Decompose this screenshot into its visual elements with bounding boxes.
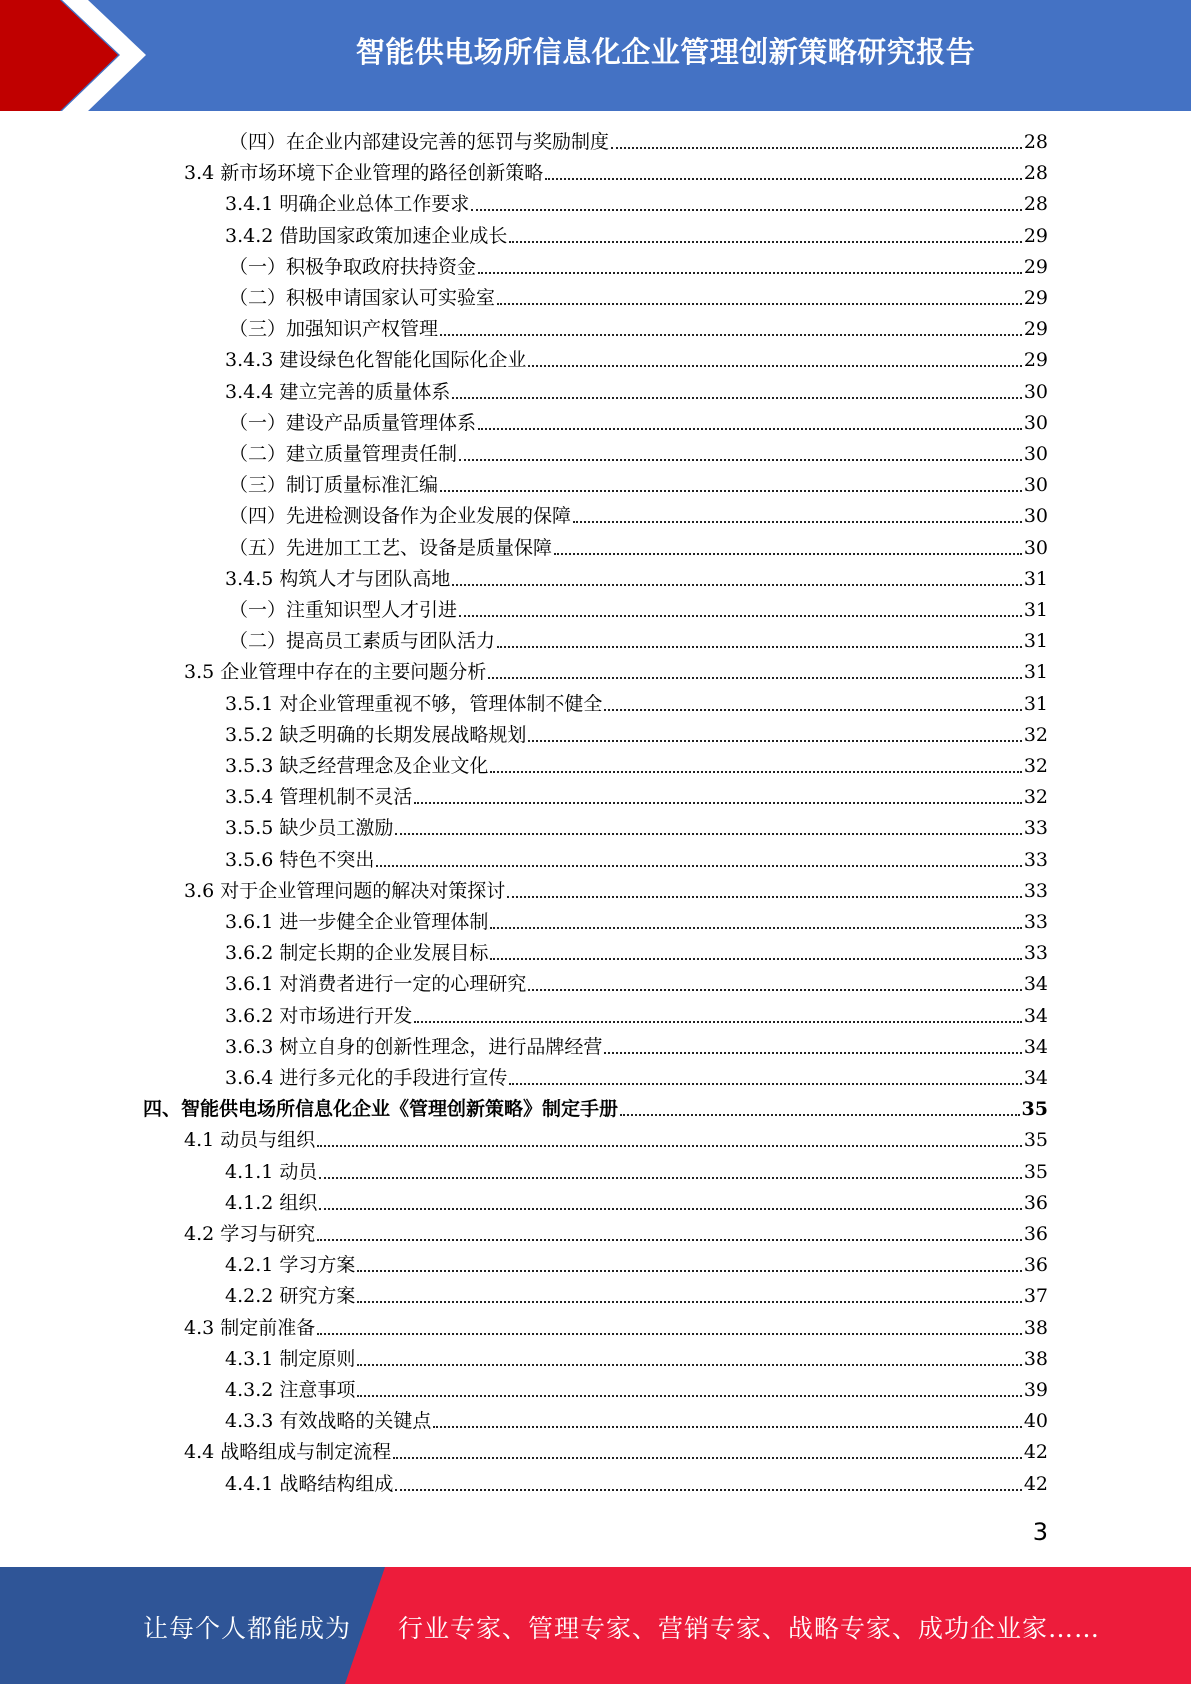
toc-leader-dots: [528, 969, 1021, 1000]
toc-leader-dots: [604, 1032, 1021, 1063]
toc-entry-title: 4.3.3 有效战略的关键点: [225, 1410, 432, 1433]
toc-leader-dots: [478, 408, 1022, 439]
toc-entry-page: 30: [1023, 380, 1048, 403]
toc-entry-title: （一）建设产品质量管理体系: [229, 411, 477, 434]
toc-entry-page: 29: [1023, 318, 1048, 341]
toc-leader-dots: [393, 1437, 1022, 1468]
toc-leader-dots: [497, 626, 1022, 657]
toc-entry[interactable]: [225, 845, 1048, 876]
toc-entry-page: 30: [1023, 443, 1048, 465]
toc-leader-dots: [604, 689, 1021, 720]
toc-leader-dots: [471, 189, 1021, 220]
toc-entry-page: 33: [1023, 817, 1048, 840]
toc-entry[interactable]: [225, 1469, 1048, 1500]
toc-leader-dots: [459, 439, 1022, 470]
toc-leader-dots: [395, 1469, 1021, 1500]
toc-entry[interactable]: [225, 751, 1048, 782]
toc-entry[interactable]: [225, 938, 1048, 969]
toc-entry-title: （一）积极争取政府扶持资金: [229, 255, 477, 278]
toc-entry[interactable]: [225, 1188, 1048, 1219]
toc-entry-title: 4.1 动员与组织: [184, 1129, 316, 1152]
toc-leader-dots: [611, 127, 1022, 158]
page-footer: [0, 1567, 1191, 1684]
toc-entry-title: 3.5 企业管理中存在的主要问题分析: [184, 661, 487, 684]
toc-entry-title: （五）先进加工工艺、设备是质量保障: [229, 536, 553, 559]
toc-entry-title: 3.4.3 建设绿色化智能化国际化企业: [225, 349, 527, 372]
toc-entry-page: 29: [1023, 224, 1048, 247]
toc-entry[interactable]: [225, 377, 1048, 408]
toc-entry-title: 3.5.2 缺乏明确的长期发展战略规划: [225, 723, 527, 746]
toc-entry-page: 28: [1023, 131, 1048, 153]
toc-leader-dots: [319, 1157, 1021, 1188]
toc-entry-page: 35: [1021, 1098, 1048, 1121]
toc-leader-dots: [490, 938, 1021, 969]
toc-entry-page: 31: [1023, 661, 1048, 684]
toc-entry-page: 33: [1023, 942, 1048, 965]
toc-entry-page: 37: [1023, 1285, 1048, 1308]
toc-entry-page: 36: [1023, 1223, 1048, 1245]
toc-leader-dots: [433, 1406, 1021, 1437]
toc-entry-title: 4.2.2 研究方案: [225, 1285, 356, 1308]
toc-entry-title: 3.6.3 树立自身的创新性理念，进行品牌经营: [225, 1035, 603, 1058]
toc-entry-page: 31: [1023, 692, 1048, 715]
toc-entry[interactable]: [225, 689, 1048, 720]
toc-entry[interactable]: [184, 657, 1048, 688]
toc-entry-page: 39: [1023, 1379, 1048, 1401]
toc-entry-page: 38: [1023, 1347, 1048, 1370]
toc-leader-dots: [490, 907, 1021, 938]
toc-leader-dots: [414, 782, 1021, 813]
toc-leader-dots: [509, 221, 1021, 252]
toc-leader-dots: [440, 470, 1022, 501]
toc-entry-title: 4.2 学习与研究: [184, 1223, 316, 1245]
toc-leader-dots: [395, 813, 1021, 844]
toc-entry-title: 4.1.1 动员: [225, 1160, 318, 1183]
page-number: 3: [1032, 1518, 1048, 1546]
toc-entry-title: 3.5.3 缺乏经营理念及企业文化: [225, 755, 489, 777]
toc-entry-page: 40: [1023, 1410, 1048, 1433]
toc-entry-page: 34: [1023, 1067, 1048, 1089]
toc-entry-title: 3.6.1 对消费者进行一定的心理研究: [225, 973, 527, 996]
toc-leader-dots: [452, 377, 1021, 408]
toc-entry[interactable]: [184, 1437, 1048, 1468]
toc-entry-page: 30: [1023, 536, 1048, 559]
toc-entry-title: 3.6.4 进行多元化的手段进行宣传: [225, 1067, 508, 1089]
toc-entry-page: 28: [1023, 193, 1048, 216]
toc-leader-dots: [488, 657, 1022, 688]
toc-entry[interactable]: [225, 1157, 1048, 1188]
toc-leader-dots: [317, 1125, 1022, 1156]
toc-entry[interactable]: [225, 189, 1048, 220]
page-header: [0, 0, 1191, 111]
toc-entry[interactable]: [229, 501, 1048, 532]
toc-entry-page: 29: [1023, 287, 1048, 309]
toc-entry-title: 3.5.1 对企业管理重视不够，管理体制不健全: [225, 692, 603, 715]
header-title: 智能供电场所信息化企业管理创新策略研究报告: [355, 35, 976, 69]
toc-leader-dots: [357, 1281, 1021, 1312]
toc-entry[interactable]: [225, 1344, 1048, 1375]
toc-entry[interactable]: [229, 626, 1048, 657]
toc-leader-dots: [319, 1188, 1021, 1219]
toc-entry-page: 34: [1023, 1004, 1048, 1027]
toc-entry-title: 3.6.2 对市场进行开发: [225, 1004, 413, 1027]
toc-entry-page: 34: [1023, 973, 1048, 996]
toc-entry-page: 34: [1023, 1035, 1048, 1058]
toc-entry-title: 4.1.2 组织: [225, 1191, 318, 1214]
toc-entry[interactable]: [225, 221, 1048, 252]
toc-leader-dots: [459, 595, 1022, 626]
toc-entry[interactable]: [184, 1313, 1048, 1344]
toc-entry-title: 3.6.1 进一步健全企业管理体制: [225, 911, 489, 933]
toc-leader-dots: [509, 1063, 1021, 1094]
toc-entry-page: 29: [1023, 349, 1048, 372]
toc-leader-dots: [497, 283, 1022, 314]
toc-entry[interactable]: [225, 907, 1048, 938]
toc-entry[interactable]: [229, 439, 1048, 470]
toc-entry[interactable]: [225, 813, 1048, 844]
toc-entry-title: 3.4.2 借助国家政策加速企业成长: [225, 224, 508, 247]
toc-entry[interactable]: [229, 533, 1048, 564]
toc-entry[interactable]: [225, 1250, 1048, 1281]
toc-entry-title: 3.4.1 明确企业总体工作要求: [225, 193, 470, 216]
toc-entry[interactable]: [225, 1001, 1048, 1032]
toc-entry-title: 3.5.4 管理机制不灵活: [225, 786, 413, 809]
toc-leader-dots: [620, 1094, 1020, 1125]
toc-entry[interactable]: [225, 1406, 1048, 1437]
toc-entry-page: 33: [1023, 879, 1048, 902]
toc-entry-title: 3.4.4 建立完善的质量体系: [225, 380, 451, 403]
toc-entry-title: 4.3.2 注意事项: [225, 1379, 356, 1401]
toc-entry[interactable]: [229, 314, 1048, 345]
footer-slogan-right: 行业专家、管理专家、营销专家、战略专家、成功企业家……: [398, 1614, 1101, 1643]
toc-entry-title: （三）制订质量标准汇编: [229, 474, 439, 497]
toc-entry[interactable]: [184, 158, 1048, 189]
toc-entry[interactable]: [225, 720, 1048, 751]
toc-entry[interactable]: [225, 1375, 1048, 1406]
toc-entry[interactable]: [184, 1125, 1048, 1156]
toc-entry[interactable]: [229, 283, 1048, 314]
toc-leader-dots: [357, 1344, 1021, 1375]
toc-entry[interactable]: [225, 969, 1048, 1000]
toc-entry-page: 38: [1023, 1316, 1048, 1339]
toc-entry-page: 33: [1023, 911, 1048, 933]
toc-entry-title: 4.4.1 战略结构组成: [225, 1472, 394, 1495]
toc-entry-title: 3.4 新市场环境下企业管理的路径创新策略: [184, 162, 544, 185]
toc-entry-title: 4.3 制定前准备: [184, 1316, 316, 1339]
toc-entry-title: 四、智能供电场所信息化企业《管理创新策略》制定手册: [143, 1098, 619, 1121]
toc-entry-page: 42: [1023, 1441, 1048, 1464]
toc-entry-page: 32: [1023, 755, 1048, 777]
footer-slogan-left: 让每个人都能成为: [143, 1614, 352, 1643]
toc-leader-dots: [357, 1250, 1021, 1281]
toc-entry[interactable]: [225, 1063, 1048, 1094]
toc-entry-title: （二）积极申请国家认可实验室: [229, 287, 496, 309]
toc-entry-title: 4.2.1 学习方案: [225, 1254, 356, 1277]
toc-leader-dots: [528, 345, 1021, 376]
toc-entry[interactable]: [229, 470, 1048, 501]
toc-entry-title: 4.4 战略组成与制定流程: [184, 1441, 392, 1464]
toc-entry-title: （二）提高员工素质与团队活力: [229, 630, 496, 653]
toc-entry-title: 3.4.5 构筑人才与团队高地: [225, 567, 451, 590]
toc-entry-title: 3.5.5 缺少员工激励: [225, 817, 394, 840]
toc-entry-page: 42: [1023, 1472, 1048, 1495]
toc-entry-title: （一）注重知识型人才引进: [229, 599, 458, 621]
toc-entry-page: 30: [1023, 474, 1048, 497]
toc-entry-title: 3.6.2 制定长期的企业发展目标: [225, 942, 489, 965]
toc-entry-page: 31: [1023, 630, 1048, 653]
toc-entry-page: 30: [1023, 411, 1048, 434]
toc-entry[interactable]: [225, 1281, 1048, 1312]
toc-leader-dots: [317, 1313, 1022, 1344]
toc-leader-dots: [357, 1375, 1021, 1406]
toc-entry-title: 3.5.6 特色不突出: [225, 848, 375, 871]
toc-entry[interactable]: [225, 345, 1048, 376]
toc-entry[interactable]: [225, 1032, 1048, 1063]
toc-entry-page: 36: [1023, 1254, 1048, 1277]
toc-entry-page: 32: [1023, 723, 1048, 746]
toc-entry-page: 36: [1023, 1191, 1048, 1214]
toc-leader-dots: [440, 314, 1022, 345]
toc-leader-dots: [478, 252, 1022, 283]
toc-entry-title: （四）在企业内部建设完善的惩罚与奖励制度: [229, 131, 610, 153]
toc-entry-page: 33: [1023, 848, 1048, 871]
toc-leader-dots: [573, 501, 1022, 532]
toc-leader-dots: [554, 533, 1022, 564]
toc-entry-page: 28: [1023, 162, 1048, 185]
toc-leader-dots: [317, 1219, 1022, 1250]
toc-leader-dots: [414, 1001, 1021, 1032]
toc-entry[interactable]: [229, 408, 1048, 439]
toc-entry-page: 35: [1023, 1129, 1048, 1152]
toc-entry-title: 4.3.1 制定原则: [225, 1347, 356, 1370]
toc-entry[interactable]: [143, 1094, 1048, 1125]
toc-entry-page: 31: [1023, 599, 1048, 621]
toc-entry-page: 29: [1023, 255, 1048, 278]
toc-leader-dots: [545, 158, 1022, 189]
toc-entry-title: （二）建立质量管理责任制: [229, 443, 458, 465]
toc-entry-title: 3.6 对于企业管理问题的解决对策探讨: [184, 879, 506, 902]
toc-leader-dots: [452, 564, 1021, 595]
toc-entry-page: 35: [1023, 1160, 1048, 1183]
toc-entry-page: 30: [1023, 505, 1048, 528]
toc-leader-dots: [376, 845, 1021, 876]
toc-entry[interactable]: [229, 595, 1048, 626]
toc-leader-dots: [507, 876, 1022, 907]
toc-entry-title: （三）加强知识产权管理: [229, 318, 439, 341]
toc-entry[interactable]: [225, 564, 1048, 595]
toc-leader-dots: [490, 751, 1021, 782]
toc-entry[interactable]: [229, 127, 1048, 158]
toc-leader-dots: [528, 720, 1021, 751]
toc-entry[interactable]: [225, 782, 1048, 813]
toc-entry-title: （四）先进检测设备作为企业发展的保障: [229, 505, 572, 528]
toc-entry[interactable]: [184, 876, 1048, 907]
toc-entry[interactable]: [229, 252, 1048, 283]
toc-entry-page: 32: [1023, 786, 1048, 809]
toc-entry-page: 31: [1023, 567, 1048, 590]
toc-entry[interactable]: [184, 1219, 1048, 1250]
